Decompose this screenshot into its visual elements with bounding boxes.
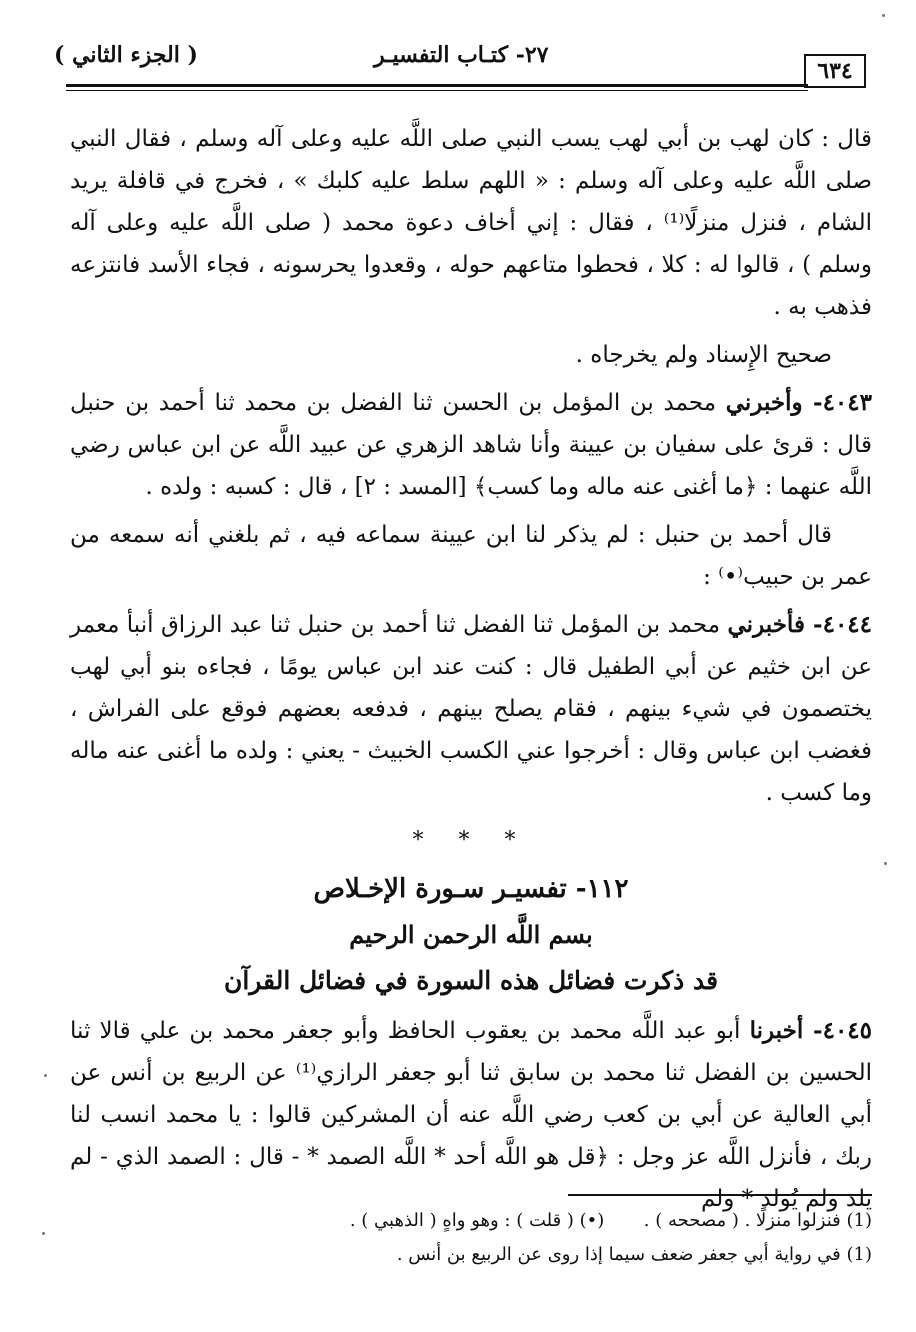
scan-speck xyxy=(44,1074,47,1077)
section-separator-stars: * * * xyxy=(412,828,530,853)
book-title: ٢٧- كتـاب التفسيـر xyxy=(374,42,549,68)
paragraph-ahmad-note xyxy=(70,514,872,598)
scan-speck xyxy=(882,14,885,17)
paragraph-text: محمد بن المؤمل بن الحسن ثنا الفضل بن محمد ثنا أحمد بن حنبل قال : قرئ على سفيان بن عيينة وأنا شاهد الزهري عن عبيد اللَّه عن ابن عباس رضي اللَّه عنهما : ﴿ما أغنى عنه ماله وما كسب﴾ [المسد : ٢] ، قال : كسبه : ولده . xyxy=(70,390,872,500)
hadith-number: ٤٠٤٣- وأخبرني xyxy=(725,389,872,416)
hadith-4043 xyxy=(70,382,872,508)
paragraph-text: قال : كان لهب بن أبي لهب يسب النبي صلى اللَّه عليه وعلى آله وسلم ، فقال النبي صلى اللَّه عليه وعلى آله وسلم : « اللهم سلط عليه كلبك » ، فخرج في قافلة يريد الشام ، فنزل منزلًا⁽¹⁾ ، فقال : إني أخاف دعوة محمد ( صلى اللَّه عليه وعلى آله وسلم ) ، قالوا له : كلا ، فحطوا متاعهم حوله ، وقعدوا يحرسونه ، فجاء الأسد فانتزعه فذهب به . xyxy=(70,126,873,320)
scan-speck xyxy=(884,862,887,865)
paragraph-text: أبو عبد اللَّه محمد بن يعقوب الحافظ وأبو جعفر محمد بن علي قالا ثنا الحسين بن الفضل ثنا محمد بن سابق ثنا أبو جعفر الرازي⁽¹⁾ عن الربيع بن أنس عن أبي العالية عن أبي بن كعب رضي اللَّه عنه أن المشركين قالوا : يا محمد انسب لنا ربك ، فأنزل اللَّه عز وجل : ﴿قل هو اللَّه أحد * اللَّه الصمد * - قال : الصمد الذي - لم يلد ولم يُولد * ولم xyxy=(70,1018,872,1212)
footnote-1-second: (1) في رواية أبي جعفر ضعف سيما إذا روى عن الربيع بن أنس . xyxy=(396,1244,872,1265)
footnote-rule xyxy=(568,1194,872,1196)
header-rule-thick xyxy=(66,84,808,87)
footnotes xyxy=(70,1204,872,1272)
section-title: ١١٢- تفسيـر سـورة الإخـلاص xyxy=(313,874,629,904)
section-subtitle: قد ذكرت فضائل هذه السورة في فضائل القرآن xyxy=(223,966,719,995)
paragraph-grading xyxy=(70,334,872,376)
volume-label: ( الجزء الثاني ) xyxy=(54,42,198,68)
footnote-star: (•) ( قلت ) : وهو واهٍ ( الذهبي ) . xyxy=(349,1210,605,1231)
page-number: ٦٣٤ xyxy=(804,54,866,88)
hadith-number: ٤٠٤٤- فأخبرني xyxy=(727,611,873,638)
paragraph-text: قال أحمد بن حنبل : لم يذكر لنا ابن عيينة سماعه فيه ، ثم بلغني أنه سمعه من عمر بن حبيب⁽•⁾ : xyxy=(70,522,872,590)
basmala: بسم اللَّه الرحمن الرحيم xyxy=(349,920,593,949)
scan-speck xyxy=(42,1232,45,1235)
hadith-number: ٤٠٤٥- أخبرنا xyxy=(749,1017,873,1044)
paragraph-text: محمد بن المؤمل ثنا الفضل ثنا أحمد بن حنبل ثنا عبد الرزاق أنبأ معمر عن ابن خثيم عن أبي الطفيل قال : كنت عند ابن عباس يومًا ، فجاءه بنو أبي لهب يختصمون في شيء بينهم ، فقام يصلح بينهم ، فدفعه بعضهم فوقع على الفراش ، فغضب ابن عباس وقال : أخرجوا عني الكسب الخبيث - يعني : ولده ما أغنى عنه ماله وما كسب . xyxy=(70,612,872,806)
hadith-4045 xyxy=(70,1010,872,1220)
paragraph-intro xyxy=(70,118,872,328)
footnote-row xyxy=(70,1238,872,1272)
header-rule-thin xyxy=(66,90,808,91)
footnote-1-first: (1) فنزلوا منزلًا . ( مصححه ) . xyxy=(643,1210,872,1231)
paragraph-text: صحيح الإِسناد ولم يخرجاه . xyxy=(575,342,832,368)
hadith-4044 xyxy=(70,604,872,814)
main-text xyxy=(70,118,872,1226)
footnote-row xyxy=(70,1204,872,1238)
running-header xyxy=(54,40,866,88)
